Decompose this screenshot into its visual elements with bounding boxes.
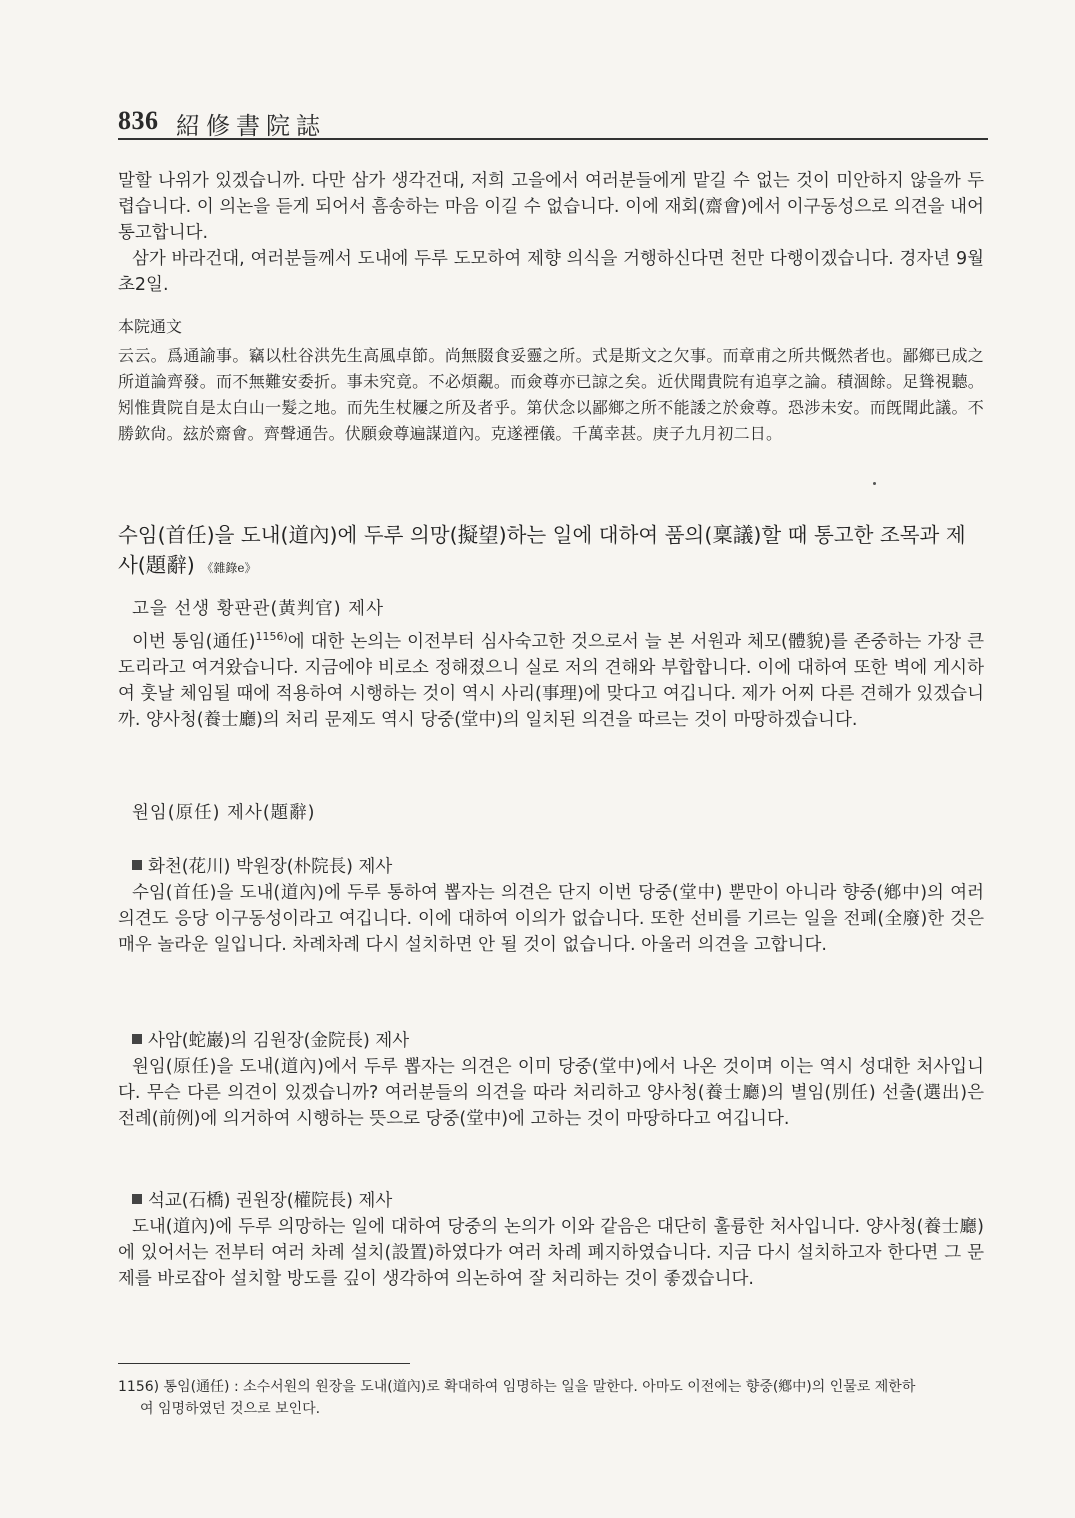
entry-item [118,1188,984,1292]
subsection-title: 원임(原任) 제사(題辭) [132,803,316,823]
bullet-square-icon [132,860,142,870]
footnote-line-2: 여 임명하였던 것으로 보인다. [140,1401,321,1417]
section-title: 수임(首任)을 도내(道內)에 두루 의망(擬望)하는 일에 대하여 품의(稟議)할 때 통고한 조목과 제사(題辭) [118,523,966,577]
section-heading [118,520,984,583]
footnote-reference: 1156) [255,630,288,643]
footnote [118,1376,984,1420]
page-number: 836 [118,106,159,135]
hanja-block-text: 云云。爲通諭事。竊以杜谷洪先生高風卓節。尚無腏食妥靈之所。式是斯文之欠事。而章甫之所共慨然者也。鄙鄉已成之所道論齊發。而不無難安委折。事未究竟。不必煩覶。而僉尊亦已諒之矣。近伏聞貴院有追享之論。積涸餘。足聳視聽。矧惟貴院自是太白山一髮之地。而先生杖屨之所及者乎。第伏念以鄙鄉之所不能諉之於僉尊。恐涉未安。而旣聞此議。不勝欽尙。玆於齋會。齊聲通告。伏願僉尊遍謀道內。克遂禋儀。千萬幸甚。庚子九月初二日。 [118,346,984,443]
bullet-square-icon [132,1194,142,1204]
intro-text [118,168,984,298]
subsection-local-teacher [118,596,984,733]
intro-paragraph-2: 삼가 바라건대, 여러분들께서 도내에 두루 도모하여 제향 의식을 거행하신다면 천만 다행이겠습니다. 경자년 9월 초2일. [118,249,984,295]
footnote-divider [118,1363,410,1364]
stray-dot [873,482,876,485]
book-title: 紹修書院誌 [176,112,326,140]
entry-title: 석교(石橋) 권원장(權院長) 제사 [148,1191,393,1211]
bullet-square-icon [132,1034,142,1044]
section-source-note: 《雜錄e》 [201,561,257,575]
hanja-block [118,314,984,447]
entry-text: 도내(道內)에 두루 의망하는 일에 대하여 당중의 논의가 이와 같음은 대단히 훌륭한 처사입니다. 양사청(養士廳)에 있어서는 전부터 여러 차례 설치(設置)하였다가 여러 차례 폐지하였습니다. 지금 다시 설치하고자 한다면 그 문제를 바로잡아 설치할 방도를 깊이 생각하여 의논하여 잘 처리하는 것이 좋겠습니다. [118,1217,984,1289]
subsection-body-part-1: 이번 통임(通任) [132,631,256,652]
intro-paragraph-1: 말할 나위가 있겠습니까. 다만 삼가 생각건대, 저희 고을에서 여러분들에게 맡길 수 없는 것이 미안하지 않을까 두렵습니다. 이 의논을 듣게 되어서 흠송하는 마음 이길 수 없습니다. 이에 재회(齋會)에서 이구동성으로 의견을 내어 통고합니다. [118,171,984,243]
entry-item [118,854,984,958]
entry-item [118,1028,984,1132]
footnote-line-1: 1156) 통임(通任) : 소수서원의 원장을 도내(道內)로 확대하여 임명하는 일을 말한다. 아마도 이전에는 향중(鄕中)의 인물로 제한하 [118,1379,916,1395]
subsection-body-part-2: 에 대한 논의는 이전부터 심사숙고한 것으로서 늘 본 서원과 체모(體貌)를 존중하는 가장 큰 도리라고 여겨왔습니다. 지금에야 비로소 정해졌으니 실로 저의 견해와 부합합니다. 이에 대하여 또한 벽에 게시하여 훗날 체임될 때에 적용하여 시행하는 것이 역시 사리(事理)에 맞다고 여깁니다. 제가 어찌 다른 견해가 있겠습니까. 양사청(養士廳)의 처리 문제도 역시 당중(堂中)의 일치된 의견을 따르는 것이 마땅하겠습니다. [118,631,984,730]
subsection-original-officials [118,800,984,826]
running-header [118,104,988,140]
hanja-block-title: 本院通文 [118,317,183,336]
subsection-title: 고을 선생 황판관(黃判官) 제사 [132,599,384,619]
entry-text: 원임(原任)을 도내(道內)에서 두루 뽑자는 의견은 이미 당중(堂中)에서 나온 것이며 이는 역시 성대한 처사입니다. 무슨 다른 의견이 있겠습니까? 여러분들의 의견을 따라 처리하고 양사청(養士廳)의 별임(別任) 선출(選出)은 전례(前例)에 의거하여 시행하는 뜻으로 당중(堂中)에 고하는 것이 마땅하다고 여깁니다. [118,1057,984,1129]
subsection-body [118,624,984,733]
entry-title: 화천(花川) 박원장(朴院長) 제사 [148,857,393,877]
entry-text: 수임(首任)을 도내(道內)에 두루 통하여 뽑자는 의견은 단지 이번 당중(堂中) 뿐만이 아니라 향중(鄕中)의 여러 의견도 응당 이구동성이라고 여깁니다. 이에 대하여 이의가 없습니다. 또한 선비를 기르는 일을 전폐(全廢)한 것은 매우 놀라운 일입니다. 차례차례 다시 설치하면 안 될 것이 없습니다. 아울러 의견을 고합니다. [118,883,984,955]
entry-title: 사암(蛇巖)의 김원장(金院長) 제사 [148,1031,410,1051]
